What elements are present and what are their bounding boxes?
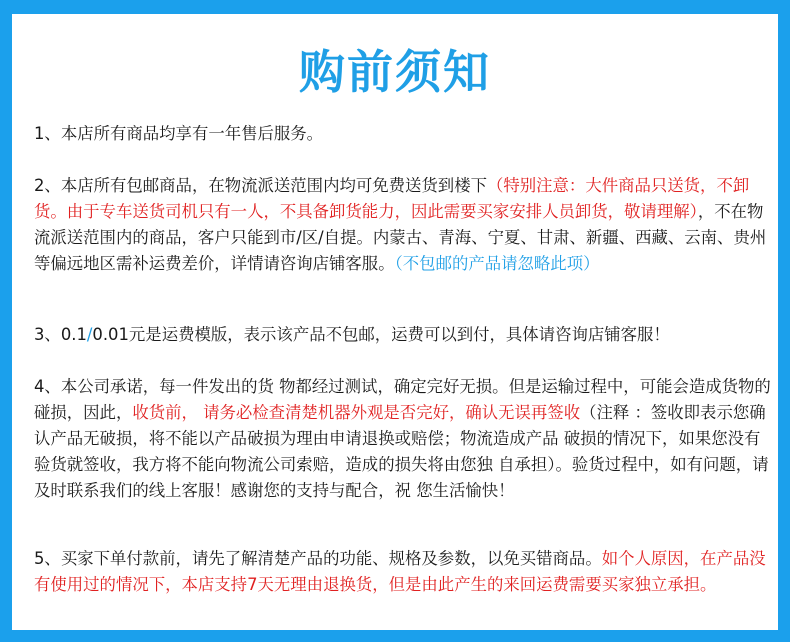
page-title: 购前须知 xyxy=(299,45,491,99)
notice-item-4-note: （注释 ：签收即表示您确认产品无破损，将不能以产品破损为理由申请退换或赔偿；物流造成产品 破损的情况下，如果您没有验货就签收，我方将不能向物流公司索赔，造成的损失将由您独 自承担）。验货过程中，如有问题，请及时联系我们的线上客服！感谢您的支持与配合，祝 您生活愉快！ xyxy=(34,403,769,500)
notice-item-2 xyxy=(34,173,774,277)
notice-item-5-warning: 如个人原因，在产品没有使用过的情况下，本店支持7天无理由退换货，但是由此产生的来回运费需要买家独立承担。 xyxy=(34,549,766,594)
notice-item-4-text: 4、本公司承诺，每一件发出的货 物都经过测试，确定完好无损。但是运输过程中，可能会造成货物的碰损，因此， xyxy=(34,377,771,422)
notice-item-3-text: 3、0.1 xyxy=(34,325,87,344)
notice-item-4 xyxy=(34,374,774,504)
notice-item-4-warning: 收货前， 请务必检查清楚机器外观是否完好，确认无误再签收 xyxy=(132,403,581,422)
notice-item-1 xyxy=(34,121,774,147)
notice-item-3-slash: / xyxy=(86,325,93,344)
notice-item-2-text: 2、本店所有包邮商品，在物流派送范围内均可免费送货到楼下 xyxy=(34,176,487,195)
notice-item-2-note: （不包邮的产品请忽略此项） xyxy=(394,254,600,273)
notice-item-3-text-rest: 0.01元是运费模版，表示该产品不包邮，运费可以到付，具体请咨询店铺客服！ xyxy=(92,325,670,344)
notice-item-5-text: 5、买家下单付款前，请先了解清楚产品的功能、规格及参数，以免买错商品。 xyxy=(34,549,602,568)
notice-item-3 xyxy=(34,322,774,348)
notice-item-2-delivery-range: ，不在物流派送范围内的商品，客户只能到市/区/自提。内蒙古、青海、宁夏、甘肃、新疆、西藏、云南、贵州等偏远地区需补运费差价，详情请咨询店铺客服。 xyxy=(34,202,767,273)
notice-panel xyxy=(12,14,778,630)
notice-item-1-text: 1、本店所有商品均享有一年售后服务。 xyxy=(34,124,324,143)
notice-item-5 xyxy=(34,546,774,598)
notice-item-2-warning: （特别注意：大件商品只送货，不卸货。由于专车送货司机只有一人，不具备卸货能力，因此需要买家安排人员卸货，敬请理解） xyxy=(34,176,750,221)
